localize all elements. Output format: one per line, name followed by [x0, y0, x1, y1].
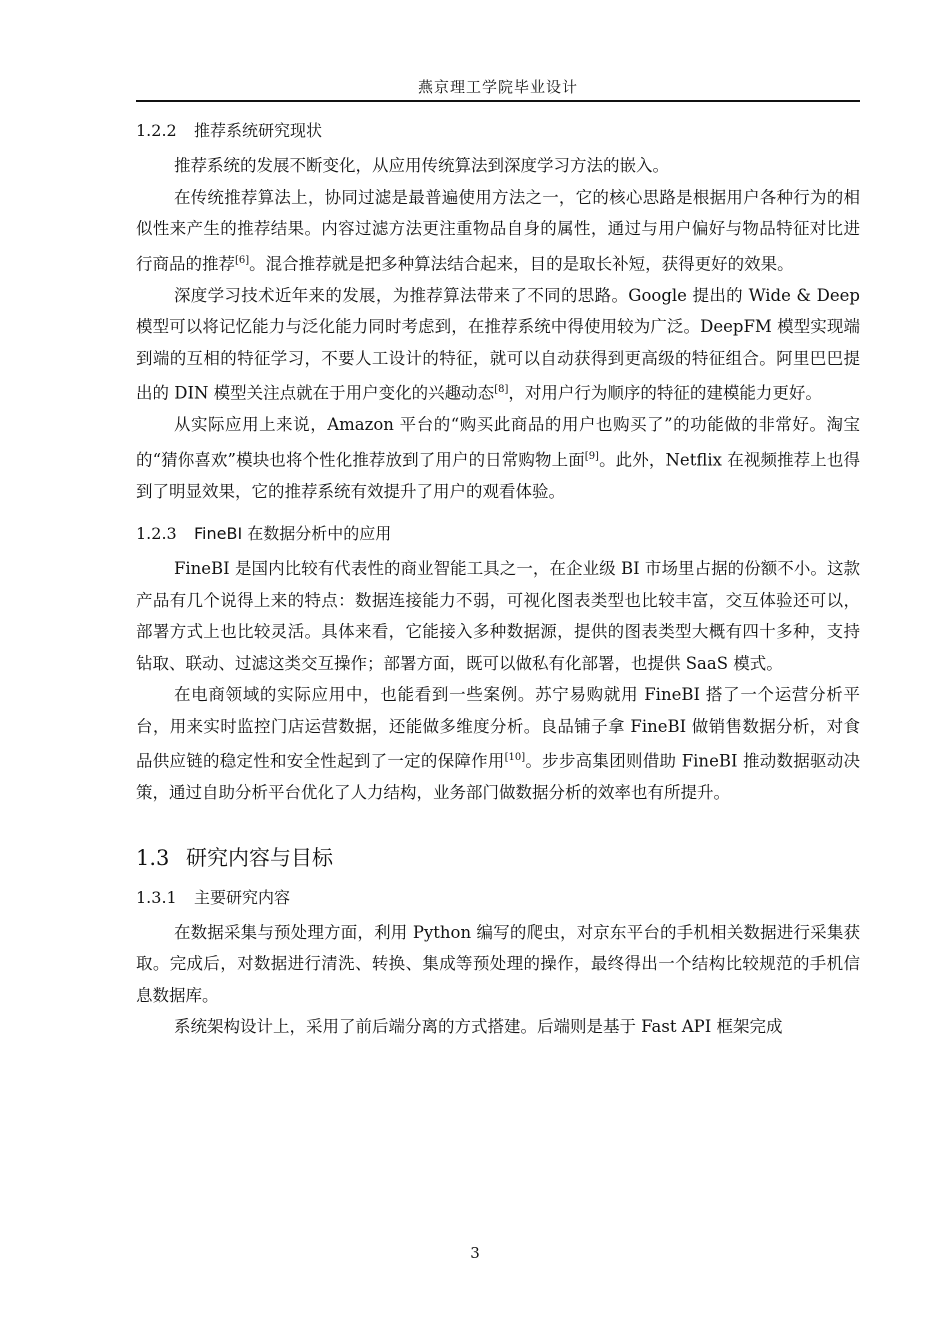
page-body — [136, 114, 860, 1043]
section-number: 1.2.3 — [136, 524, 177, 543]
section-number: 1.3 — [136, 845, 170, 870]
paragraph: FineBI 是国内比较有代表性的商业智能工具之一，在企业级 BI 市场里占据的份额不小。这款产品有几个说得上来的特点：数据连接能力不弱，可视化图表类型也比较丰富，交互体验还可以，部署方式上也比较灵活。具体来看，它能接入多种数据源，提供的图表类型大概有四十多种，支持钻取、联动、过滤这类交互操作；部署方面，既可以做私有化部署，也提供 SaaS 模式。 — [136, 559, 860, 673]
section-title: FineBI 在数据分析中的应用 — [194, 524, 392, 543]
citation-marker: [10] — [504, 752, 526, 763]
section-number: 1.3.1 — [136, 887, 177, 907]
section-heading-1-2-3 — [136, 523, 860, 545]
section-title: 推荐系统研究现状 — [194, 121, 323, 140]
section-heading-1-3 — [136, 843, 860, 873]
paragraph: 在电商领域的实际应用中，也能看到一些案例。苏宁易购就用 FineBI 搭了一个运营分析平台，用来实时监控门店运营数据，还能做多维度分析。良品铺子拿 FineBI 做销售数据分析，对食品供应链的稳定性和安全性起到了一定的保障作用[10]。步步高集团则借助 FineBI 推动数据驱动决策，通过自助分析平台优化了人力结构，业务部门做数据分析的效率也有所提升。 — [136, 685, 861, 802]
page-number: 3 — [470, 1244, 480, 1262]
citation-marker: [8] — [494, 384, 509, 395]
paragraph: 从实际应用上来说，Amazon 平台的“购买此商品的用户也购买了”的功能做的非常好。淘宝的“猜你喜欢”模块也将个性化推荐放到了用户的日常购物上面[9]。此外，Netflix 在视频推荐上也得到了明显效果，它的推荐系统有效提升了用户的观看体验。 — [136, 415, 860, 501]
paragraph: 在传统推荐算法上，协同过滤是最普遍使用方法之一，它的核心思路是根据用户各种行为的相似性来产生的推荐结果。内容过滤方法更注重物品自身的属性，通过与用户偏好与物品特征对比进行商品的推荐[6]。混合推荐就是把多种算法结合起来，目的是取长补短，获得更好的效果。 — [136, 187, 860, 273]
citation-marker: [6] — [235, 254, 250, 266]
section-heading-1-3-1 — [136, 887, 860, 909]
section-title: 主要研究内容 — [194, 887, 291, 907]
citation-marker: [9] — [584, 450, 599, 462]
paragraph: 系统架构设计上，采用了前后端分离的方式搭建。后端则是基于 Fast API 框架完成 — [173, 1017, 783, 1036]
header-rule — [136, 100, 860, 102]
paragraph: 深度学习技术近年来的发展，为推荐算法带来了不同的思路。Google 提出的 Wide & Deep 模型可以将记忆能力与泛化能力同时考虑到，在推荐系统中得使用较为广泛。DeepFM 模型实现端到端的互相的特征学习，不要人工设计的特征，就可以自动获得到更高级的特征组合。阿里巴巴提出的 DIN 模型关注点就在于用户变化的兴趣动态[8]，对用户行为顺序的特征的建模能力更好。 — [136, 285, 860, 403]
paragraph: 推荐系统的发展不断变化，从应用传统算法到深度学习方法的嵌入。 — [173, 156, 669, 175]
section-number: 1.2.2 — [136, 121, 177, 140]
section-heading-1-2-2 — [136, 120, 860, 142]
section-title: 研究内容与目标 — [186, 845, 333, 870]
running-header: 燕京理工学院毕业设计 — [417, 78, 578, 96]
paragraph: 在数据采集与预处理方面，利用 Python 编写的爬虫，对京东平台的手机相关数据进行采集获取。完成后，对数据进行清洗、转换、集成等预处理的操作，最终得出一个结构比较规范的手机信息数据库。 — [136, 922, 860, 1005]
